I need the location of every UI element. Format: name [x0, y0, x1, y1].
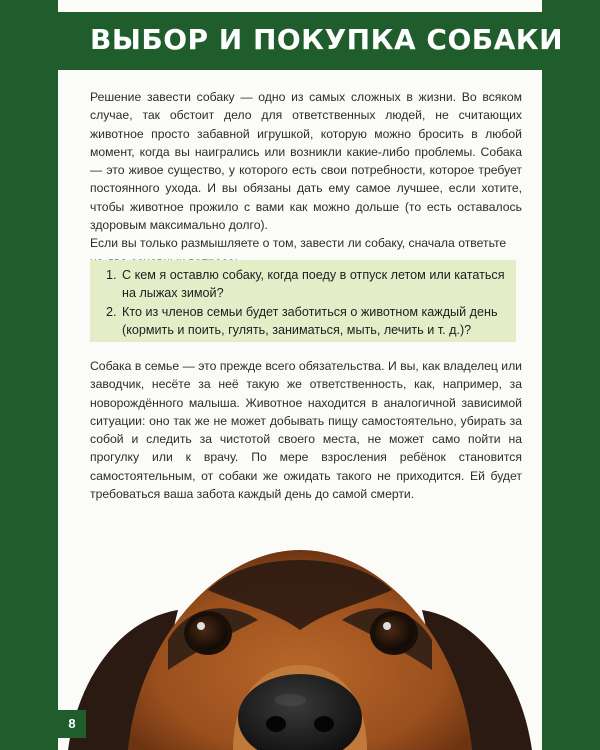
question-text: С кем я оставлю собаку, когда поеду в отпуск летом или кататься на лыжах зимой? — [122, 268, 505, 301]
dog-face-illustration — [58, 520, 542, 750]
question-text: Кто из членов семьи будет заботиться о животном каждый день (кормить и поить, гулять, заниматься, мыть, лечить и т. д.)? — [122, 304, 498, 337]
intro-text — [90, 88, 522, 271]
questions-list — [106, 266, 506, 339]
intro-paragraph-2: Если вы только размышляете о том, завести ли собаку, сначала ответьте — [90, 236, 507, 251]
dog-photo — [58, 520, 542, 750]
chapter-title: ВЫБОР И ПОКУПКА СОБАКИ — [90, 23, 564, 56]
chapter-header — [58, 12, 564, 70]
body-text — [90, 357, 522, 503]
body-paragraph: Собака в семье — это прежде всего обязательства. И вы, как владелец или заводчик, несёте за неё такую же ответственность, как, например, за новорождённого малыша. Животное находится в аналогичной зависимой ситуации: оно так же не может добывать пищу самостоятельно, убирать за собой и следить за чистотой своего места, не может само пойти на прогулку или к врачу. По мере взросления ребёнок становится самостоятельным, от собаки же ожидать такого не приходится. Ей будет требоваться ваша забота каждый день до самой смерти. — [90, 359, 522, 502]
right-green-margin — [542, 0, 600, 750]
question-number: 2. — [106, 304, 117, 319]
question-item — [106, 303, 506, 340]
page-number: 8 — [58, 710, 86, 738]
left-green-margin — [0, 0, 58, 750]
intro-paragraph-1: Решение завести собаку — одно из самых сложных в жизни. Во всяком случае, так обстоит дело для ответственных людей, не считающих животное просто забавной игрушкой, которую можно бросить в любой момент, когда вы наигрались или возникли какие-либо проблемы. Собака — это живое существо, у которого есть свои потребности, которое требует постоянного ухода. И вы обязаны дать ему самое лучшее, если хотите, чтобы животное прожило с вами как можно дольше (то есть оставалось здоровым максимально долго). — [90, 90, 522, 233]
question-item — [106, 266, 506, 303]
question-number: 1. — [106, 268, 117, 282]
